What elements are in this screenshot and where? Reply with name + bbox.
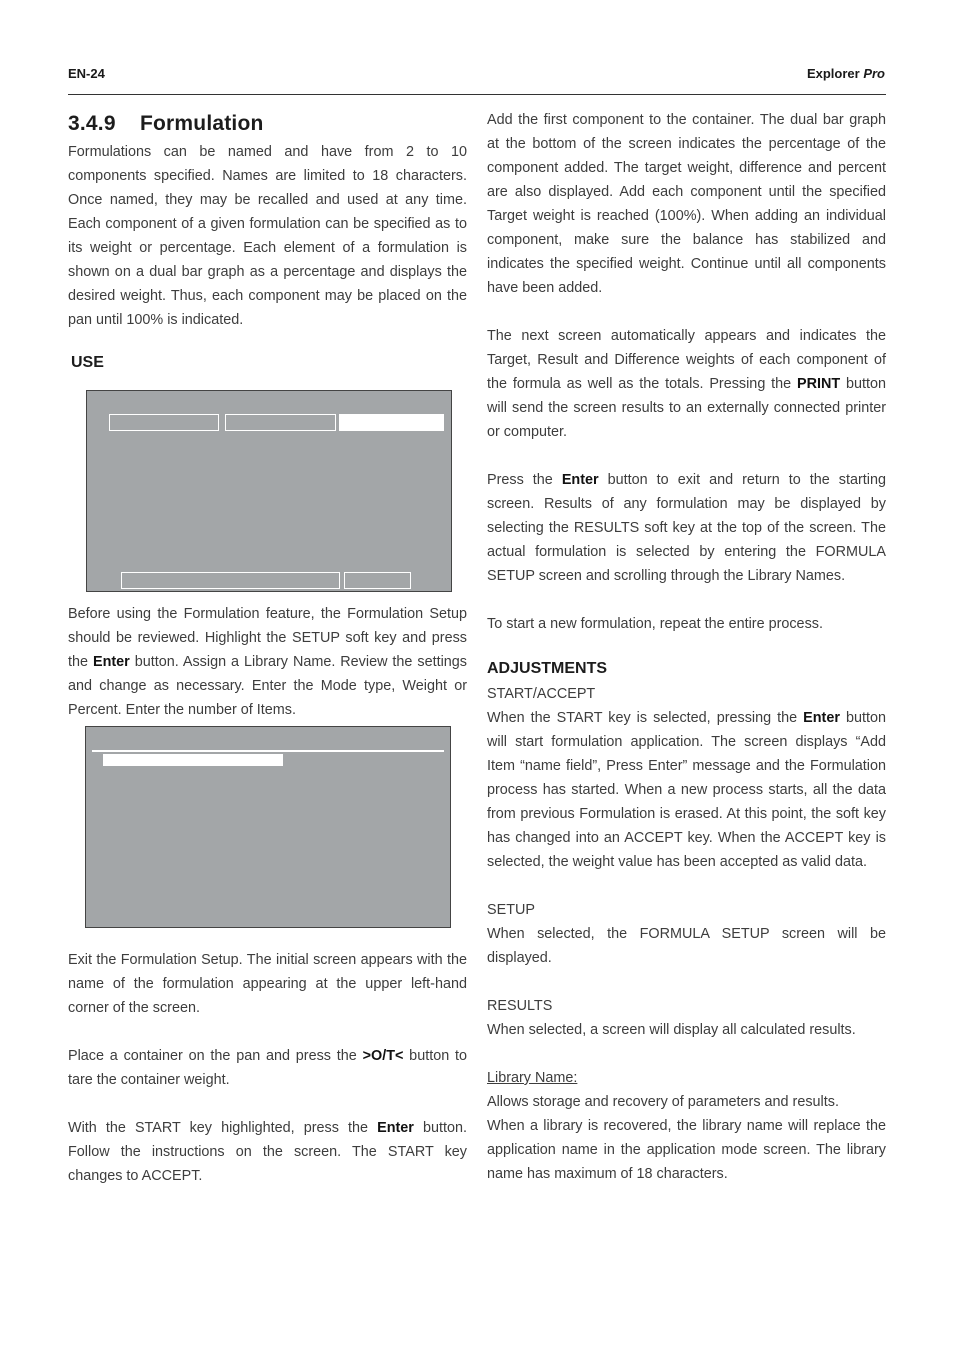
start-accept-text: When the START key is selected, pressing the Enter button will start formulation application. The screen displays “Add Item “name field”, Press Enter” message and the Formulation process has started. When a new process starts, all the data from previous Formulation is erased. At this point, the soft key has changed into an ACCEPT key. When the ACCEPT key is selected, the weight value has been accepted as valid data. [487, 710, 886, 870]
setup-highlighted-row [103, 754, 283, 766]
press-enter-paragraph: Press the Enter button to exit and return to the starting screen. Results of any formulation may be displayed by selecting the RESULTS soft key at the top of the screen. The actual formulation is selected by entering the FORMULA SETUP screen and scrolling through the Library Names. [487, 472, 886, 584]
setup-label: SETUP [487, 902, 535, 918]
intro-paragraph: Formulations can be named and have from 2 to 10 components specified. Names are limited to 18 characters. Once named, they may be recalled and used at any time. Each component of a given formulation can be specified as to its weight or percentage. Each element of a formulation is shown on a dual bar graph as a percentage and displays the desired weight. Thus, each component may be placed on the pan until 100% is indicated. [68, 144, 467, 328]
before-using-paragraph: Before using the Formulation feature, the Formulation Setup should be reviewed. Highlight the SETUP soft key and press the Enter button. Assign a Library Name. Review the settings and change as necessary. Enter the Mode type, Weight or Percent. Enter the number of Items. [68, 606, 467, 718]
product-name: Explorer Pro [806, 66, 885, 81]
place-container-paragraph: Place a container on the pan and press the >O/T< button to tare the container weight. [68, 1048, 467, 1088]
next-screen-paragraph: The next screen automatically appears and indicates the Target, Result and Difference weights of each component of the formula as well as the totals. Pressing the PRINT button will send the screen results to an externally connected printer or computer. [487, 328, 886, 440]
softkey-2 [225, 414, 336, 431]
library-text-1: Allows storage and recovery of parameters and results. [487, 1094, 839, 1110]
setup-title-line [92, 750, 444, 752]
page-number: EN-24 [68, 66, 105, 81]
section-number: 3.4.9 [68, 112, 116, 135]
header-rule [68, 94, 886, 95]
main-screen-illustration [86, 390, 452, 592]
library-name-label: Library Name: [487, 1070, 578, 1086]
new-formulation-paragraph: To start a new formulation, repeat the entire process. [487, 616, 823, 632]
start-key-paragraph: With the START key highlighted, press the Enter button. Follow the instructions on the screen. The START key changes to ACCEPT. [68, 1120, 467, 1184]
section-heading [68, 108, 467, 140]
bar-graph-secondary [344, 572, 411, 589]
exit-paragraph: Exit the Formulation Setup. The initial screen appears with the name of the formulation appearing at the upper left-hand corner of the screen. [68, 952, 467, 1016]
start-accept-label: START/ACCEPT [487, 686, 596, 702]
library-text-2: When a library is recovered, the library name will replace the application name in the application mode screen. The library name has maximum of 18 characters. [487, 1118, 886, 1182]
bar-graph-main [121, 572, 340, 589]
product-suffix: Pro [863, 66, 885, 81]
results-label: RESULTS [487, 998, 553, 1014]
results-text: When selected, a screen will display all calculated results. [487, 1022, 856, 1038]
add-component-paragraph: Add the first component to the container. The dual bar graph at the bottom of the screen indicates the percentage of the component added. The target weight, difference and percent are also displayed. Add each component until the specified Target weight is reached (100%). When adding an individual component, make sure the balance has stabilized and indicates the specified weight. Continue until all components have been added. [487, 112, 886, 296]
setup-text: When selected, the FORMULA SETUP screen will be displayed. [487, 926, 886, 966]
setup-screen-illustration [85, 726, 451, 928]
softkey-3-highlighted [339, 414, 444, 431]
adjustments-heading: ADJUSTMENTS [487, 660, 608, 677]
left-column [68, 108, 467, 1188]
right-column [487, 108, 886, 1186]
softkey-1 [109, 414, 219, 431]
section-title: Formulation [140, 112, 264, 135]
use-heading: USE [71, 354, 104, 371]
